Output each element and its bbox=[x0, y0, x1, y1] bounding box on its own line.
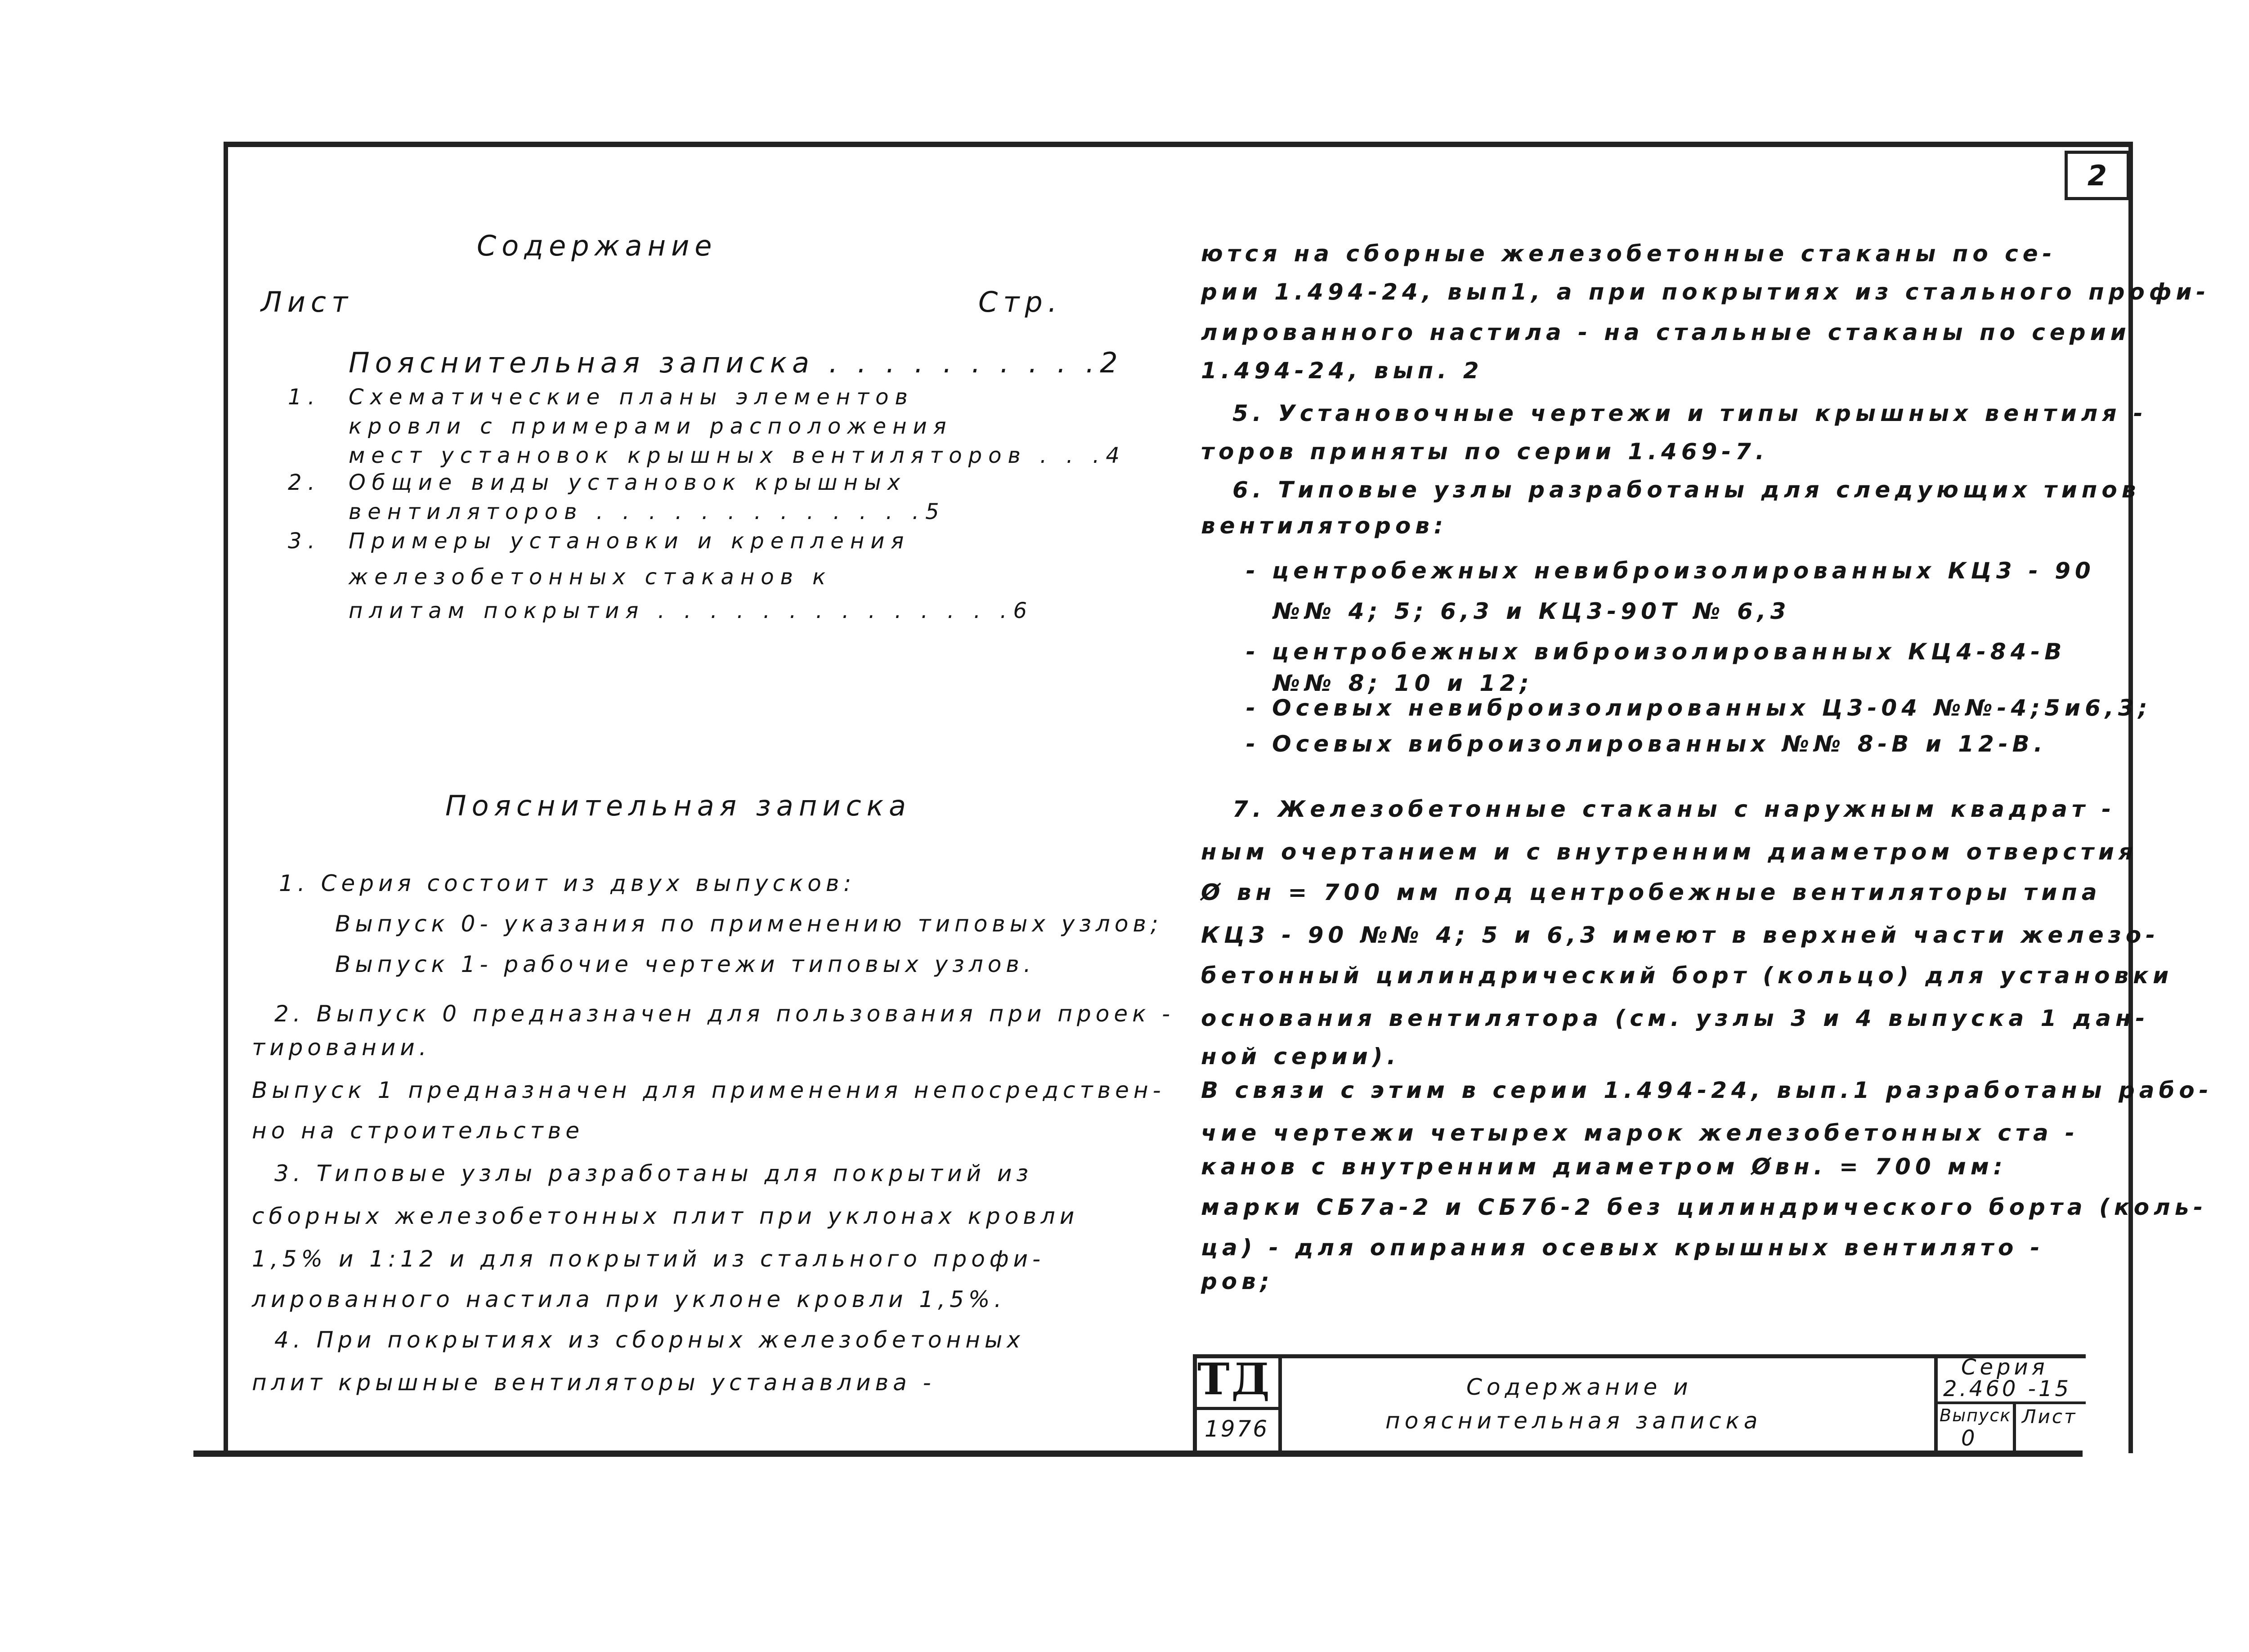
note-left-line-9: сборных железобетонных плит при уклонах кровли bbox=[252, 1203, 1079, 1229]
note-left-line-3: Выпуск 1- рабочие чертежи типовых узлов. bbox=[335, 951, 1035, 977]
note-left-line-8: 3. Типовые узлы разработаны для покрытий из bbox=[274, 1160, 1033, 1186]
note-right-line-6: торов приняты по серии 1.469-7. bbox=[1201, 439, 1769, 465]
note-left-line-11: лированного настила при уклоне кровли 1,5%. bbox=[252, 1286, 1006, 1312]
note-right-line-16: ным очертанием и с внутренним диаметром отверстия bbox=[1201, 839, 2138, 865]
title-block-title-line2: пояснительная записка bbox=[1385, 1408, 1762, 1434]
note-left-line-4: 2. Выпуск 0 предназначен для пользования при проек - bbox=[274, 1001, 1175, 1027]
contents-entry-3-line1: Примеры установки и крепления bbox=[349, 528, 910, 554]
note-right-line-5: 5. Установочные чертежи и типы крышных вентиля - bbox=[1232, 400, 2147, 426]
title-block-series-label: Серия bbox=[1961, 1355, 2048, 1380]
note-right-line-27: ров; bbox=[1201, 1268, 1274, 1294]
note-left-line-1: 1. Серия состоит из двух выпусков: bbox=[279, 870, 856, 896]
title-block-sheet-label: Лист bbox=[2022, 1406, 2077, 1428]
contents-entry-1-line2: кровли с примерами расположения bbox=[349, 414, 953, 439]
note-left-line-2: Выпуск 0- указания по применению типовых узлов; bbox=[335, 911, 1163, 937]
title-block-year: 1976 bbox=[1205, 1416, 1269, 1442]
contents-entry-num-2: 2. bbox=[288, 470, 321, 495]
note-right-line-26: ца) - для опирания осевых крышных вентилято - bbox=[1201, 1235, 2044, 1261]
note-left-line-12: 4. При покрытиях из сборных железобетонных bbox=[274, 1327, 1025, 1353]
contents-entry-1-line3: мест установок крышных вентиляторов . . .4 bbox=[349, 443, 1126, 468]
note-right-line-1: ются на сборные железобетонные стаканы по се- bbox=[1201, 241, 2056, 267]
note-left-line-10: 1,5% и 1:12 и для покрытий из стального профи- bbox=[252, 1246, 1045, 1272]
note-right-line-17: Ø вн = 700 мм под центробежные вентиляторы типа bbox=[1201, 879, 2101, 905]
title-block-td-divider bbox=[1194, 1407, 1282, 1410]
note-right-line-4: 1.494-24, вып. 2 bbox=[1201, 358, 1483, 384]
note-right-line-21: ной серии). bbox=[1201, 1043, 1400, 1070]
title-block-issue-divider bbox=[2013, 1401, 2016, 1452]
note-right-line-18: КЦ3 - 90 №№ 4; 5 и 6,3 имеют в верхней части железо- bbox=[1201, 922, 2159, 948]
contents-title: Содержание bbox=[477, 229, 717, 262]
note-left-line-5: тировании. bbox=[252, 1034, 431, 1061]
note-right-line-13: - Осевых невиброизолированных Ц3-04 №№-4;5и6,3; bbox=[1246, 695, 2152, 721]
note-left-line-6: Выпуск 1 предназначен для применения непосредствен- bbox=[252, 1077, 1165, 1103]
contents-entry-note: Пояснительная записка . . . . . . . . . .2 bbox=[349, 346, 1123, 379]
contents-entry-2-line2: вентиляторов . . . . . . . . . . . . .5 bbox=[349, 499, 945, 524]
contents-entry-3-line2: железобетонных стаканов к bbox=[349, 564, 832, 590]
note-right-line-3: лированного настила - на стальные стаканы по серии bbox=[1201, 319, 2131, 345]
contents-entry-num-3: 3. bbox=[288, 528, 321, 554]
note-right-line-8: вентиляторов: bbox=[1201, 513, 1447, 539]
note-right-line-19: бетонный цилиндрический борт (кольцо) для установки bbox=[1201, 963, 2173, 989]
page-number: 2 bbox=[2065, 151, 2130, 200]
note-right-line-24: канов с внутренним диаметром Øвн. = 700 мм: bbox=[1201, 1154, 2007, 1180]
note-left-line-13: плит крышные вентиляторы устанавлива - bbox=[252, 1370, 936, 1396]
note-right-line-15: 7. Железобетонные стаканы с наружным квадрат - bbox=[1232, 796, 2116, 822]
title-block-issue-value: 0 bbox=[1961, 1426, 1981, 1451]
note-right-line-2: рии 1.494-24, вып1, а при покрытиях из стального профи- bbox=[1201, 279, 2210, 305]
title-block-title-line1: Содержание и bbox=[1466, 1374, 1693, 1400]
note-right-line-9: - центробежных невиброизолированных КЦ3 - 90 bbox=[1246, 558, 2095, 584]
contents-entry-1-line1: Схематические планы элементов bbox=[349, 385, 914, 410]
note-right-line-20: основания вентилятора (см. узлы 3 и 4 выпуска 1 дан- bbox=[1201, 1005, 2150, 1031]
note-right-line-14: - Осевых виброизолированных №№ 8-В и 12-В. bbox=[1246, 731, 2047, 757]
contents-entry-num-1: 1. bbox=[288, 385, 321, 410]
note-right-line-23: чие чертежи четырех марок железобетонных ста - bbox=[1201, 1120, 2079, 1146]
note-left-line-7: но на строительстве bbox=[252, 1118, 584, 1144]
note-right-line-12: №№ 8; 10 и 12; bbox=[1273, 670, 1533, 696]
note-right-line-25: марки СБ7а-2 и СБ7б-2 без цилиндрического борта (коль- bbox=[1201, 1194, 2208, 1220]
title-block-td: ТД bbox=[1197, 1354, 1272, 1405]
title-block-issue-label: Выпуск bbox=[1940, 1406, 2012, 1425]
title-block-series-divider bbox=[1934, 1401, 2086, 1404]
contents-entry-2-line1: Общие виды установок крышных bbox=[349, 470, 907, 495]
note-right-line-22: В связи с этим в серии 1.494-24, вып.1 разработаны рабо- bbox=[1201, 1077, 2213, 1103]
contents-col-sheet: Лист bbox=[261, 286, 354, 318]
contents-col-page: Стр. bbox=[978, 286, 1062, 318]
note-right-line-10: №№ 4; 5; 6,3 и КЦ3-90Т № 6,3 bbox=[1273, 598, 1791, 624]
title-block-series-value: 2.460 -15 bbox=[1943, 1376, 2072, 1401]
contents-entry-3-line3: плитам покрытия . . . . . . . . . . . . . .6 bbox=[349, 598, 1033, 623]
note-title: Пояснительная записка bbox=[445, 789, 912, 822]
note-right-line-7: 6. Типовые узлы разработаны для следующих типов bbox=[1232, 477, 2141, 503]
note-right-line-11: - центробежных виброизолированных КЦ4-84-В bbox=[1246, 639, 2066, 665]
